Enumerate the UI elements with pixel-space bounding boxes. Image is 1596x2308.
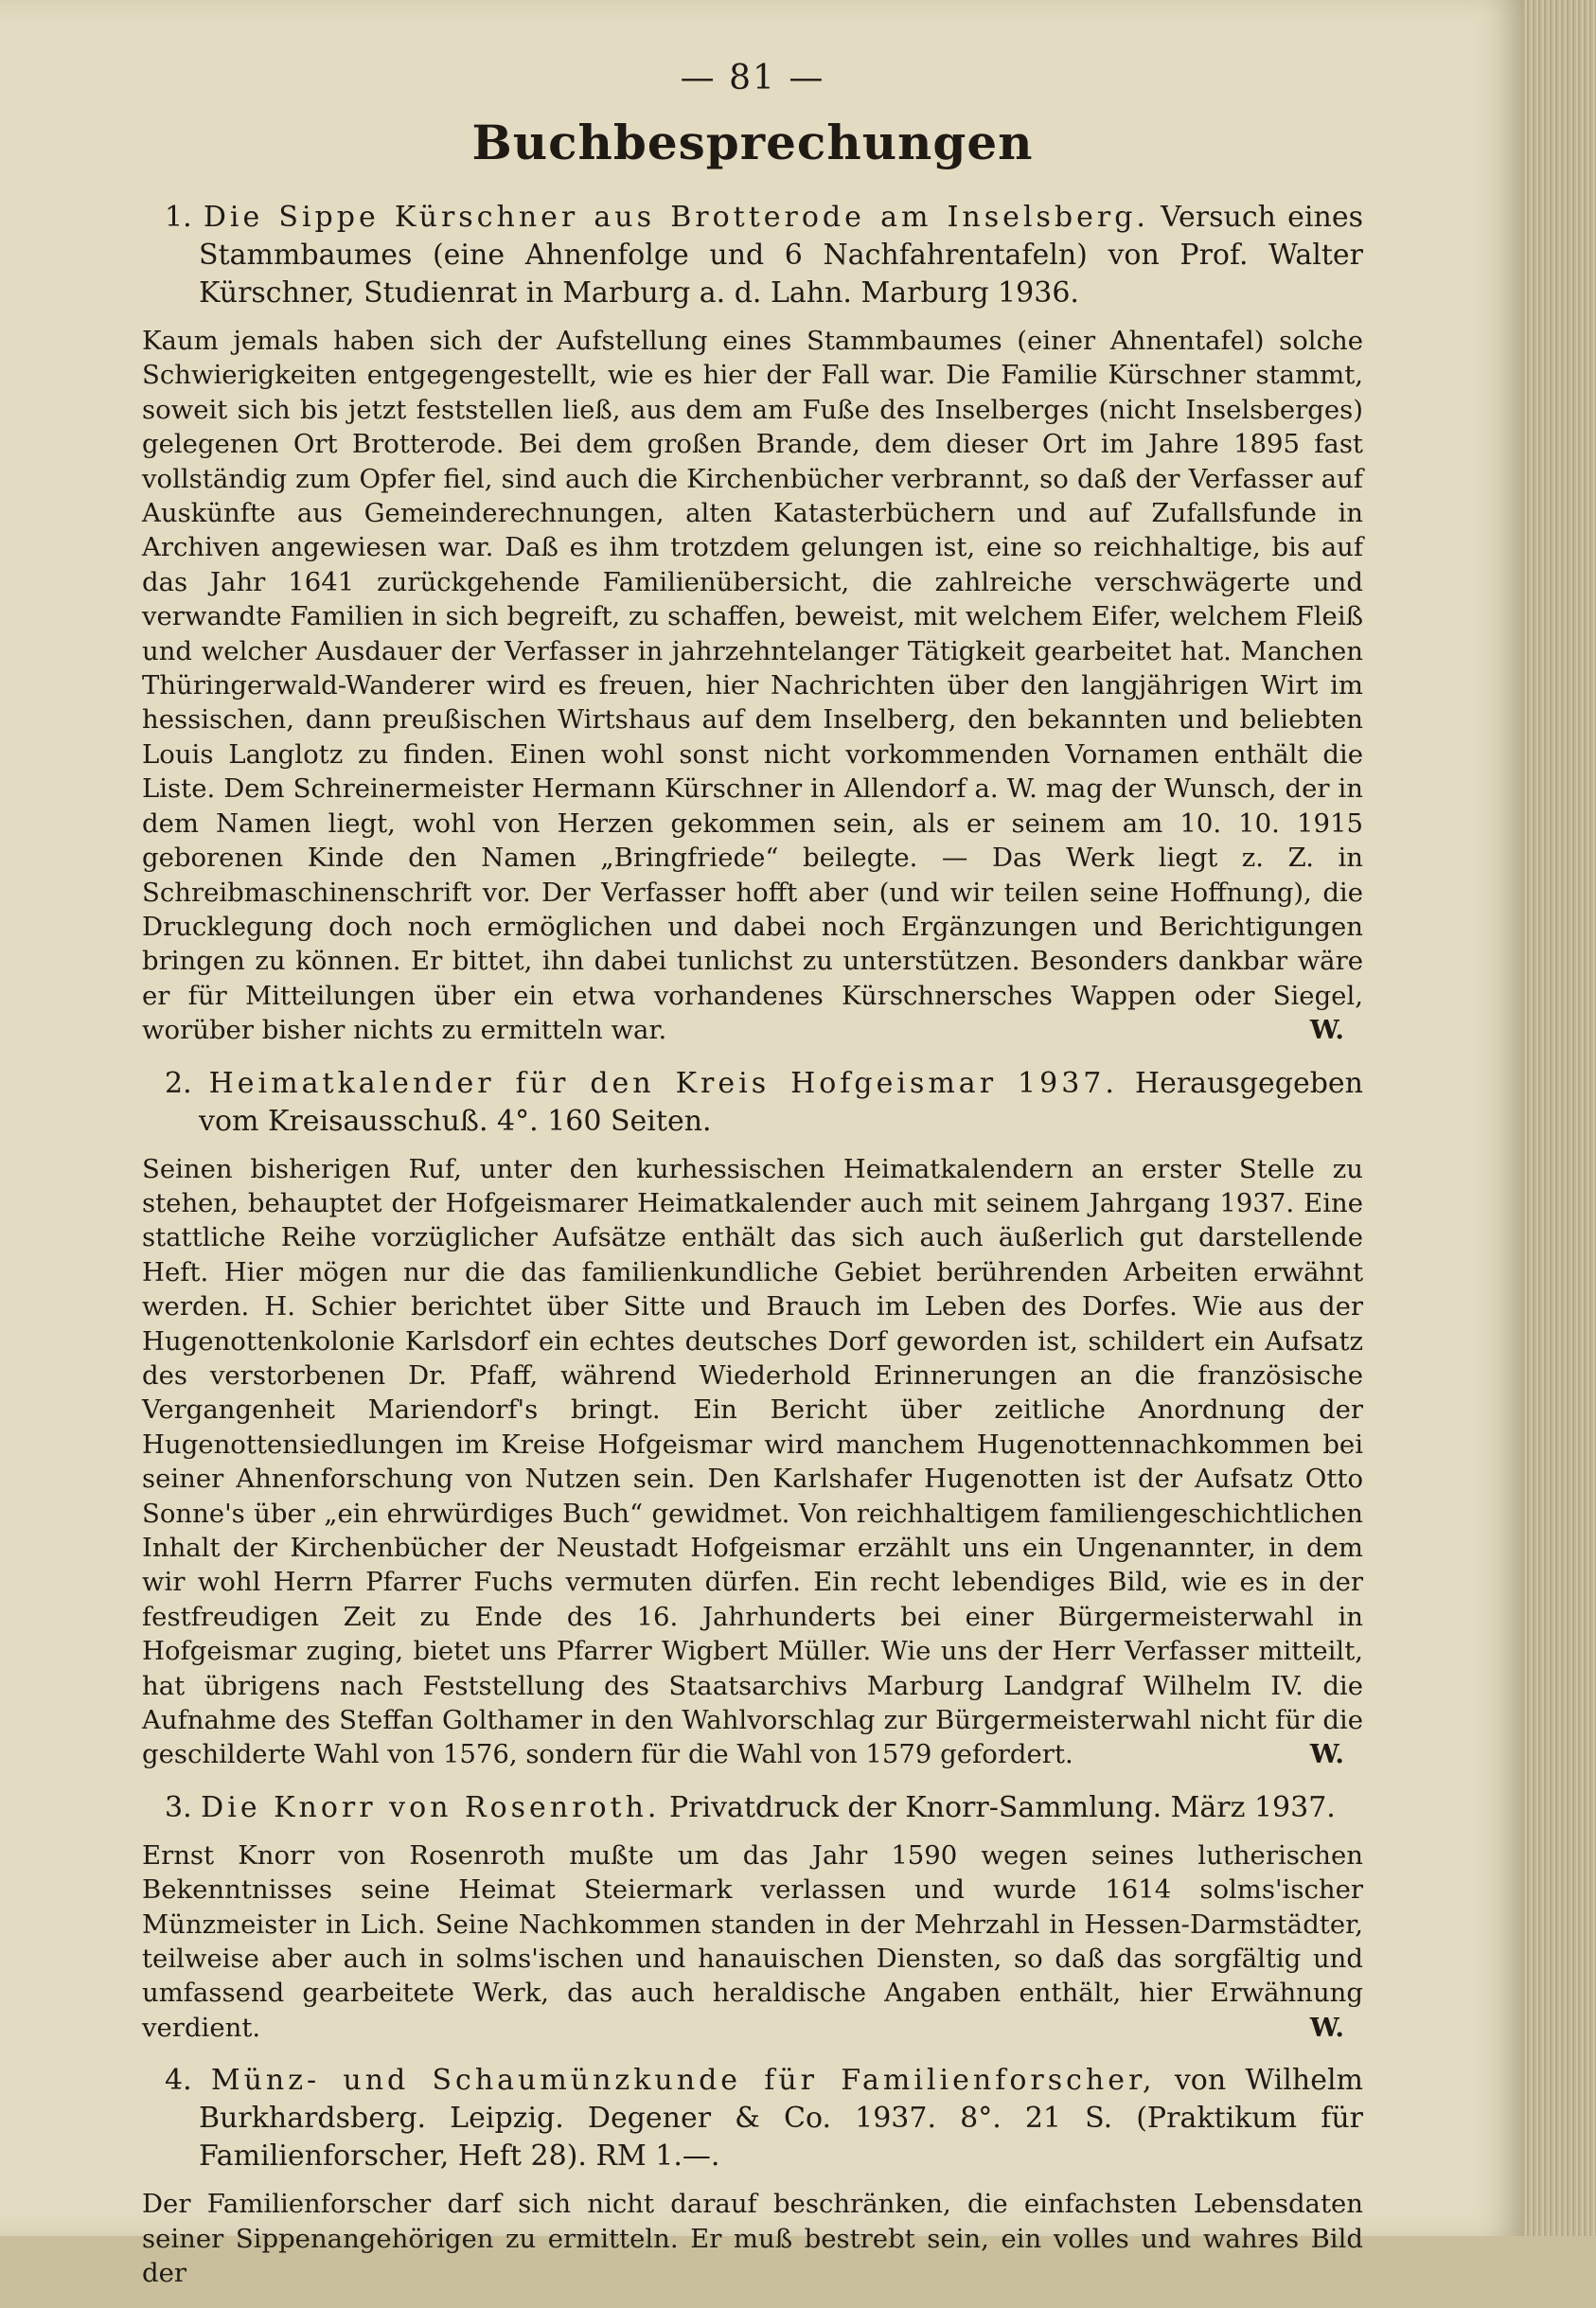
page-number: — 81 —	[680, 59, 825, 98]
entry-signature: W.	[1309, 1739, 1344, 1770]
entry-signature: W.	[1309, 1015, 1344, 1046]
entry-signature: W.	[1309, 2012, 1344, 2043]
entry-heading	[142, 199, 1363, 312]
page-edges	[1524, 0, 1596, 2236]
review-entry-2	[142, 1065, 1363, 1772]
review-entry-3	[142, 1789, 1363, 2045]
entry-heading	[142, 1065, 1363, 1141]
entry-bibliography: Privatdruck der Knorr-Sammlung. März 1937.	[668, 1790, 1336, 1824]
entry-bibliography: Herausgegeben vom Kreisausschuß. 4°. 160 Seiten.	[199, 1066, 1363, 1138]
entry-text: Kaum jemals haben sich der Aufstellung eines Stammbaumes (einer Ahnentafel) solche Schwierigkeiten entgegengestellt, wie es hier der Fall war. Die Familie Kürschner stammt, soweit sich bis jetzt feststellen ließ, aus dem am Fuße des Inselberges (nicht Inselsberges) gelegenen Ort Brotterode. Bei dem großen Brande, dem dieser Ort im Jahre 1895 fast vollständig zum Opfer fiel, sind auch die Kirchenbücher verbrannt, so daß der Verfasser auf Auskünfte aus Gemeinderechnungen, alten Katasterbüchern und auf Zufallsfunde in Archiven angewiesen war. Daß es ihm trotzdem gelungen ist, eine so reichhaltige, bis auf das Jahr 1641 zurückgehende Familienübersicht, die zahlreiche verschwägerte und verwandte Familien in sich begreift, zu schaffen, beweist, mit welchem Eifer, welchem Fleiß und welcher Ausdauer der Verfasser in jahrzehntelanger Tätigkeit gearbeitet hat. Manchen Thüringerwald-Wanderer wird es freuen, hier Nachrichten über den langjährigen Wirt im hessischen, dann preußischen Wirtshaus auf dem Inselberg, den bekannten und beliebten Louis Langlotz zu finden. Einen wohl sonst nicht vorkommenden Vornamen enthält die Liste. Dem Schreinermeister Hermann Kürschner in Allendorf a. W. mag der Wunsch, der in dem Namen liegt, wohl von Herzen gekommen sein, als er seinem am 10. 10. 1915 geborenen Kinde den Namen „Bringfriede“ beilegte. — Das Werk liegt z. Z. in Schreibmaschinenschrift vor. Der Verfasser hofft aber (und wir teilen seine Hoffnung), die Drucklegung doch noch ermöglichen und dabei noch Ergänzungen und Berichtigungen bringen zu können. Er bittet, ihn dabei tunlichst zu unterstützen. Besonders dankbar wäre er für Mitteilungen über ein etwa vorhandenes Kürschnersches Wappen oder Siegel, worüber bisher nichts zu ermitteln war. W.	[142, 324, 1363, 1048]
entry-text: Ernst Knorr von Rosenroth mußte um das Jahr 1590 wegen seines lutherischen Bekenntnisses seine Heimat Steiermark verlassen und wurde 1614 solms'ischer Münzmeister in Lich. Seine Nachkommen standen in der Mehrzahl in Hessen-Darmstädter, teilweise aber auch in solms'ischen und hanauischen Diensten, so daß das sorgfältig und umfassend gearbeitete Werk, das auch heraldische Angaben enthält, hier Erwähnung verdient. W.	[142, 1838, 1363, 2045]
review-entry-4	[142, 2062, 1363, 2290]
entry-bibliography: Versuch eines Stammbaumes (eine Ahnenfolge und 6 Nachfahrentafeln) von Prof. Walter Kürschner, Studienrat in Marburg a. d. Lahn. Marburg 1936.	[199, 201, 1363, 310]
entry-text: Seinen bisherigen Ruf, unter den kurhessischen Heimatkalendern an erster Stelle zu stehen, behauptet der Hofgeismarer Heimatkalender auch mit seinem Jahrgang 1937. Eine stattliche Reihe vorzüglicher Aufsätze enthält das sich auch äußerlich gut darstellende Heft. Hier mögen nur die das familienkundliche Gebiet berührenden Arbeiten erwähnt werden. H. Schier berichtet über Sitte und Brauch im Leben des Dorfes. Wie aus der Hugenottenkolonie Karlsdorf ein echtes deutsches Dorf geworden ist, schildert ein Aufsatz des verstorbenen Dr. Pfaff, während Wiederhold Erinnerungen an die französische Vergangenheit Mariendorf's bringt. Ein Bericht über zeitliche Anordnung der Hugenottensiedlungen im Kreise Hofgeismar wird manchem Hugenottennachkommen bei seiner Ahnenforschung von Nutzen sein. Den Karlshafer Hugenotten ist der Aufsatz Otto Sonne's über „ein ehrwürdiges Buch“ gewidmet. Von reichhaltigem familiengeschichtlichen Inhalt der Kirchenbücher der Neustadt Hofgeismar erzählt uns ein Ungenannter, in dem wir wohl Herrn Pfarrer Fuchs vermuten dürfen. Ein recht lebendiges Bild, wie es in der festfreudigen Zeit zu Ende des 16. Jahrhunderts bei einer Bürgermeisterwahl in Hofgeismar zuging, bietet uns Pfarrer Wigbert Müller. Wie uns der Herr Verfasser mitteilt, hat übrigens nach Feststellung des Staatsarchivs Marburg Landgraf Wilhelm IV. die Aufnahme des Steffan Golthamer in den Wahlvorschlag zur Bürgermeisterwahl nicht für die geschilderte Wahl von 1576, sondern für die Wahl von 1579 gefordert. W.	[142, 1152, 1363, 1772]
entry-number: 3.	[165, 1790, 192, 1824]
page-title: Buchbesprechungen	[471, 115, 1034, 170]
entry-title: Die Knorr von Rosenroth.	[201, 1790, 661, 1824]
entry-number: 4.	[165, 2064, 192, 2098]
page-content	[142, 59, 1363, 2308]
entry-title: Heimatkalender für den Kreis Hofgeismar 1937.	[208, 1066, 1118, 1100]
review-entry-1	[142, 199, 1363, 1048]
entry-title: Die Sippe Kürschner aus Brotterode am Inselsberg.	[203, 201, 1149, 234]
entry-heading	[142, 1789, 1363, 1827]
entry-title: Münz- und Schaumünzkunde für Familienforscher,	[210, 2064, 1156, 2098]
entry-text: Der Familienforscher darf sich nicht darauf beschränken, die einfachsten Lebensdaten seiner Sippenangehörigen zu ermitteln. Er muß bestrebt sein, ein volles und wahres Bild der	[142, 2189, 1363, 2289]
entry-number: 2.	[165, 1066, 192, 1100]
entry-bibliography: von Wilhelm Burkhardsberg. Leipzig. Degener & Co. 1937. 8°. 21 S. (Praktikum für Familienforscher, Heft 28). RM 1.—.	[199, 2064, 1363, 2174]
entry-heading	[142, 2062, 1363, 2175]
entry-number: 1.	[165, 201, 192, 234]
